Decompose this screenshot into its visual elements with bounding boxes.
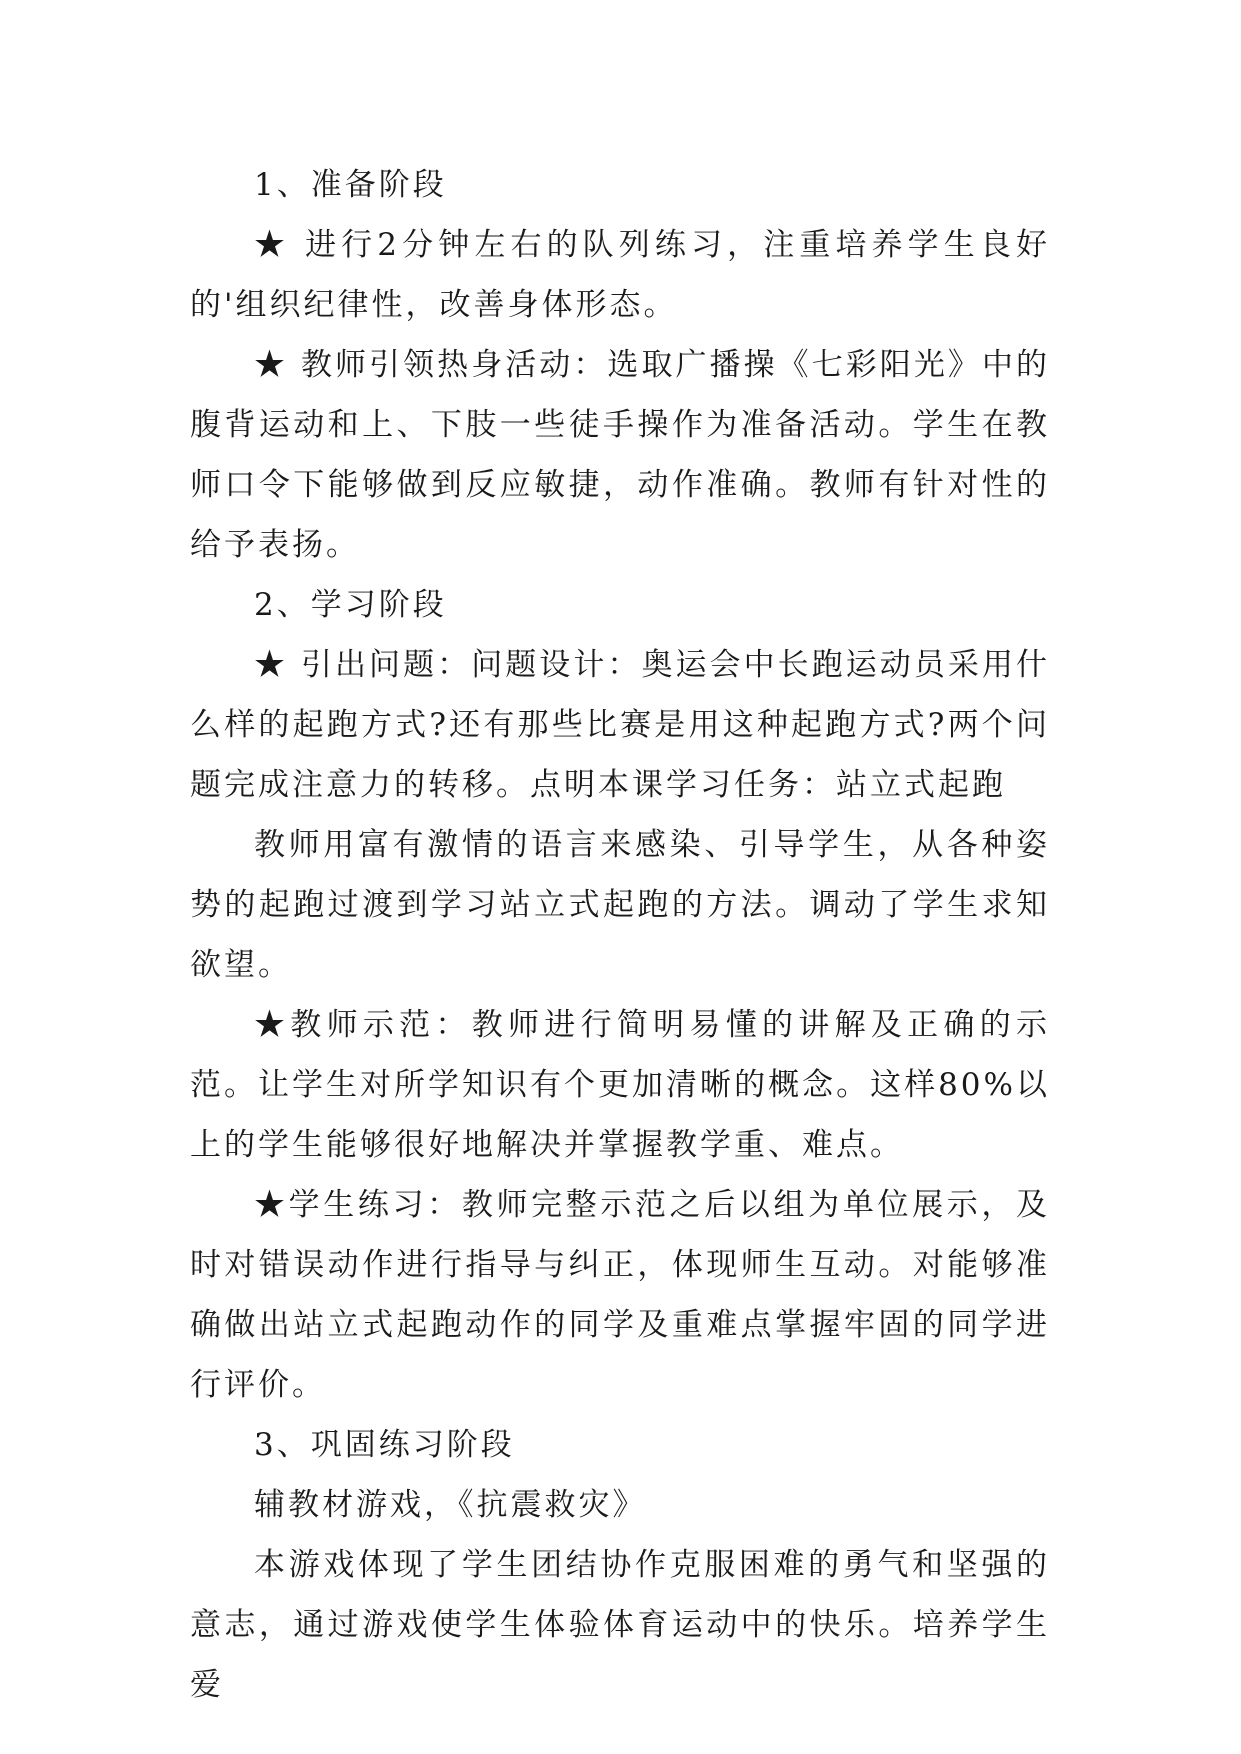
section-heading-learning: 2、学习阶段 (254, 587, 447, 623)
paragraph-game-title: 辅教材游戏，《抗震救灾》 (254, 1487, 647, 1523)
paragraph-questions: ★ 引出问题：问题设计：奥运会中长跑运动员采用什么样的起跑方式?还有那些比赛是用这种起跑方式?两个问题完成注意力的转移。点明本课学习任务：站立式起跑 (190, 647, 1050, 803)
paragraph-warmup: ★ 教师引领热身活动：选取广播操《七彩阳光》中的腹背运动和上、下肢一些徒手操作为准备活动。学生在教师口令下能够做到反应敏捷，动作准确。教师有针对性的给予表扬。 (190, 347, 1050, 563)
paragraph-teacher-demo: ★教师示范：教师进行简明易懂的讲解及正确的示范。让学生对所学知识有个更加清晰的概念。这样80%以上的学生能够很好地解决并掌握教学重、难点。 (190, 1007, 1050, 1163)
document-body (190, 155, 1050, 1715)
paragraph-teacher-language: 教师用富有激情的语言来感染、引导学生，从各种姿势的起跑过渡到学习站立式起跑的方法。调动了学生求知欲望。 (190, 827, 1050, 983)
section-heading-preparation: 1、准备阶段 (254, 167, 447, 203)
paragraph-game-description: 本游戏体现了学生团结协作克服困难的勇气和坚强的意志，通过游戏使学生体验体育运动中的快乐。培养学生爱 (190, 1547, 1050, 1703)
section-heading-consolidation: 3、巩固练习阶段 (254, 1427, 515, 1463)
paragraph-queue-practice: ★ 进行2分钟左右的队列练习，注重培养学生良好的'组织纪律性，改善身体形态。 (190, 227, 1050, 323)
paragraph-student-practice: ★学生练习：教师完整示范之后以组为单位展示，及时对错误动作进行指导与纠正，体现师生互动。对能够准确做出站立式起跑动作的同学及重难点掌握牢固的同学进行评价。 (190, 1187, 1050, 1403)
